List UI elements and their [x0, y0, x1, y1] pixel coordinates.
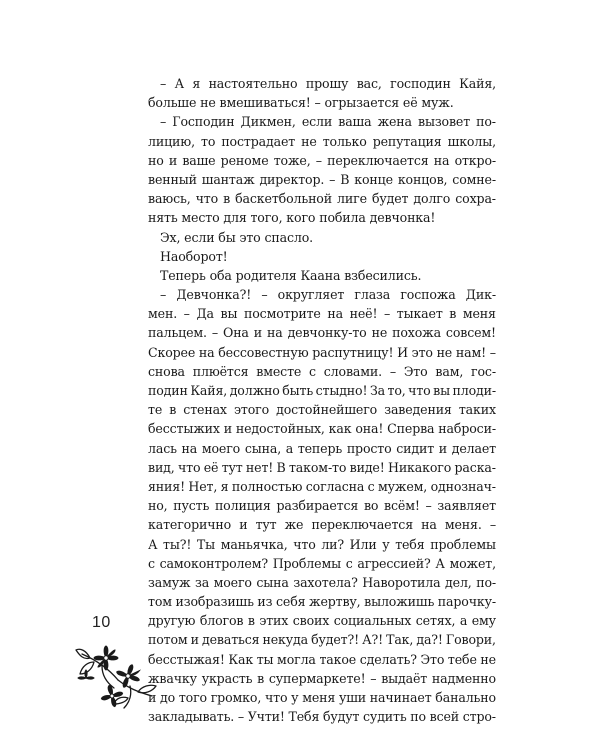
text-line: яния! Нет, я полностью согласна с мужем, однознач- [148, 478, 496, 494]
text-line: жвачку украсть в супермаркете! – выдаёт надменно [148, 670, 496, 686]
text-line: лицию, то пострадает не только репутация школы, [148, 133, 496, 149]
text-line: и до того громко, что у меня уши начинает банально [148, 690, 496, 705]
text-line: но, пусть полиция разбирается во всём! – заявляет [148, 498, 496, 514]
text-line: замуж за моего сына захотела? Наворотила дел, по- [148, 574, 496, 590]
text-line: но и ваше реноме тоже, – переключается на откро- [148, 152, 496, 168]
text-line: том изобразишь из себя жертву, выложишь парочку- [148, 594, 496, 610]
text-line: Теперь оба родителя Каана взбесились. [160, 267, 422, 283]
text-line: ваюсь, что в баскетбольной лиге будет долго сохра- [148, 191, 496, 207]
text-line: Наоборот! [160, 248, 228, 264]
text-line: с самоконтролем? Проблемы с агрессией? А может, [148, 555, 496, 571]
text-line: закладывать. – Учти! Тебя будут судить по всей стро- [148, 709, 496, 725]
text-line: А ты?! Ты маньячка, что ли? Или у тебя проблемы [148, 536, 496, 552]
text-line: – А я настоятельно прошу вас, господин Кайя, [160, 76, 496, 91]
text-line: потом и деваться некуда будет?! А?! Так, да?! Говори, [148, 632, 496, 648]
text-line: лась на моего сына, а теперь просто сидит и делает [148, 440, 496, 456]
text-line: пальцем. – Она и на девчонку-то не похожа совсем! [148, 325, 496, 341]
text-line: подин Кайя, должно быть стыдно! За то, что вы плоди- [148, 383, 496, 398]
text-line: больше не вмешиваться! – огрызается её муж. [148, 95, 454, 111]
text-line: вид, что её тут нет! В таком-то виде! Никакого раска- [148, 459, 496, 475]
page-number: 10 [92, 614, 111, 631]
text-line: другую блогов в этих своих социальных сетях, а ему [148, 613, 496, 629]
text-line: категорично и тут же переключается на меня. – [148, 517, 496, 533]
text-line: Эх, если бы это спасло. [160, 229, 314, 245]
text-line: нять место для того, кого побила девчонка! [148, 210, 436, 226]
text-line: мен. – Да вы посмотрите на неё! – тыкает в меня [148, 306, 496, 322]
text-line: – Господин Дикмен, если ваша жена вызовет по- [160, 114, 496, 130]
text-line: бесстыжих и недостойных, как она! Сперва наброси- [148, 421, 496, 437]
text-line: – Девчонка?! – округляет глаза госпожа Дик- [160, 287, 496, 303]
text-line: венный шантаж директор. – В конце концов, сомне- [148, 171, 496, 187]
text-line: Скорее на бессовестную распутницу! И это не нам! – [148, 344, 496, 360]
text-line: снова плюётся вместе с словами. – Это вам, гос- [148, 363, 496, 379]
text-line: бесстыжая! Как ты могла такое сделать? Это тебе не [148, 651, 496, 667]
body-text [148, 74, 496, 726]
text-line: те в стенах этого достойнейшего заведения таких [148, 402, 496, 418]
flower-ornament-icon [72, 636, 168, 712]
